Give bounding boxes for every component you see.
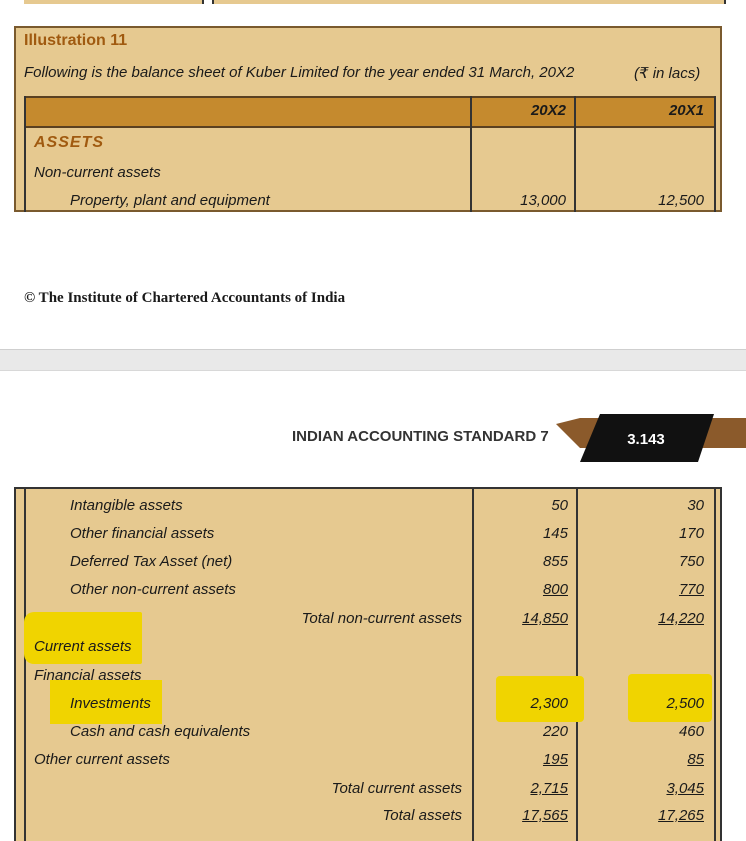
table-left-border bbox=[24, 487, 26, 841]
total-assets-20x1: 17,265 bbox=[658, 807, 704, 824]
other-noncurrent-20x2: 800 bbox=[542, 581, 568, 598]
cash-20x2: 220 bbox=[542, 723, 568, 740]
total-current-20x1: 3,045 bbox=[666, 780, 704, 797]
other-financial-label: Other financial assets bbox=[70, 525, 215, 542]
other-financial-20x1: 170 bbox=[678, 525, 704, 542]
total-assets-label: Total assets bbox=[382, 807, 462, 824]
unit-label: (₹ in lacs) bbox=[634, 65, 701, 82]
column-divider bbox=[470, 96, 472, 212]
noncurrent-heading: Non-current assets bbox=[34, 164, 161, 181]
intangible-20x2: 50 bbox=[551, 497, 568, 514]
cash-20x1: 460 bbox=[678, 723, 704, 740]
table-right-border bbox=[714, 96, 716, 212]
column-divider bbox=[576, 487, 578, 841]
total-current-label: Total current assets bbox=[331, 780, 462, 797]
total-assets-20x2: 17,565 bbox=[522, 807, 568, 824]
investments-20x2: 2,300 bbox=[530, 695, 568, 712]
column-header-20x1: 20X1 bbox=[668, 102, 704, 119]
current-assets-heading: Current assets bbox=[34, 638, 132, 655]
other-current-20x1: 85 bbox=[687, 751, 704, 768]
assets-heading: ASSETS bbox=[34, 134, 105, 151]
total-noncurrent-20x2: 14,850 bbox=[522, 610, 568, 627]
intangible-20x1: 30 bbox=[687, 497, 704, 514]
page-number: 3.143 bbox=[627, 431, 665, 448]
column-header-20x2: 20X2 bbox=[530, 102, 566, 119]
other-current-20x2: 195 bbox=[542, 751, 568, 768]
investments-label: Investments bbox=[70, 695, 151, 712]
other-financial-20x2: 145 bbox=[542, 525, 568, 542]
page-gap bbox=[0, 349, 746, 371]
financial-assets-heading: Financial assets bbox=[34, 667, 142, 684]
table-left-border bbox=[24, 96, 26, 212]
deferred-tax-20x2: 855 bbox=[542, 553, 568, 570]
column-divider bbox=[574, 96, 576, 212]
copyright-footer: © The Institute of Chartered Accountants of India bbox=[24, 290, 346, 306]
other-noncurrent-label: Other non-current assets bbox=[70, 581, 236, 598]
cash-label: Cash and cash equivalents bbox=[70, 723, 251, 740]
ppe-value-20x2: 13,000 bbox=[520, 192, 566, 209]
ppe-value-20x1: 12,500 bbox=[658, 192, 704, 209]
previous-table-edge bbox=[0, 0, 746, 4]
running-header: INDIAN ACCOUNTING STANDARD 7 bbox=[292, 428, 549, 445]
total-noncurrent-label: Total non-current assets bbox=[301, 610, 462, 627]
other-current-label: Other current assets bbox=[34, 751, 170, 768]
total-noncurrent-20x1: 14,220 bbox=[658, 610, 704, 627]
investments-20x1: 2,500 bbox=[666, 695, 704, 712]
intangible-label: Intangible assets bbox=[70, 497, 183, 514]
table-right-border bbox=[714, 487, 716, 841]
deferred-tax-20x1: 750 bbox=[678, 553, 704, 570]
page-number-ribbon bbox=[556, 414, 746, 462]
total-current-20x2: 2,715 bbox=[530, 780, 568, 797]
illustration-title: Illustration 11 bbox=[24, 32, 128, 49]
illustration-subtitle: Following is the balance sheet of Kuber Limited for the year ended 31 March, 20X2 bbox=[24, 64, 575, 81]
deferred-tax-label: Deferred Tax Asset (net) bbox=[70, 553, 233, 570]
column-divider bbox=[472, 487, 474, 841]
ppe-label: Property, plant and equipment bbox=[70, 192, 270, 209]
other-noncurrent-20x1: 770 bbox=[678, 581, 704, 598]
